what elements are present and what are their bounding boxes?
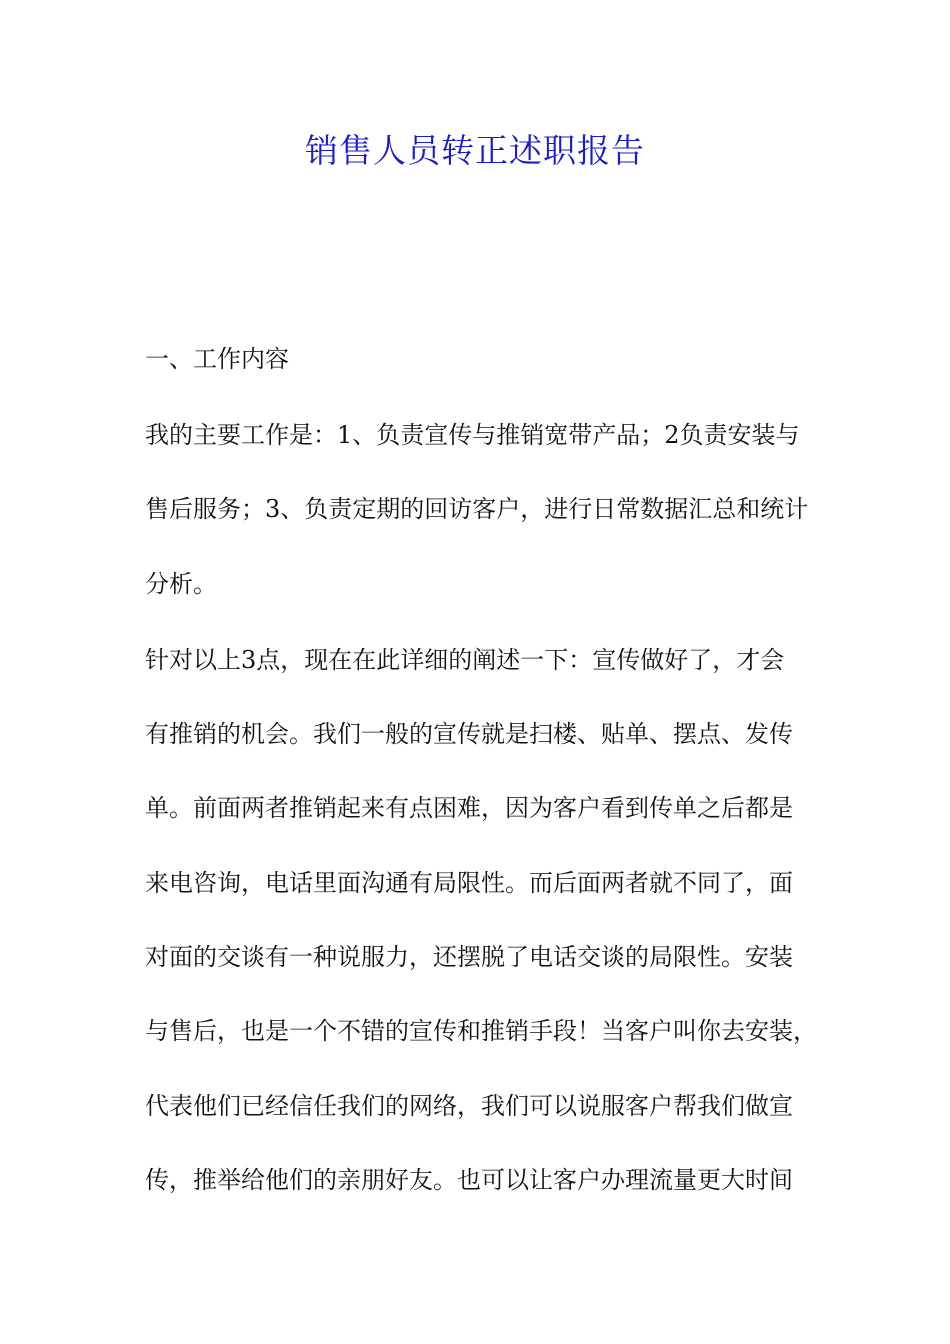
paragraph-line: 单。前面两者推销起来有点困难，因为客户看到传单之后都是 <box>145 794 793 822</box>
paragraph-line: 代表他们已经信任我们的网络，我们可以说服客户帮我们做宣 <box>145 1092 793 1120</box>
paragraph-line: 有推销的机会。我们一般的宣传就是扫楼、贴单、摆点、发传 <box>145 720 793 748</box>
paragraph-line: 来电咨询，电话里面沟通有局限性。而后面两者就不同了，面 <box>145 869 793 897</box>
paragraph-line: 售后服务；3、负责定期的回访客户，进行日常数据汇总和统计 <box>145 495 809 523</box>
paragraph-line: 与售后，也是一个不错的宣传和推销手段！当客户叫你去安装， <box>145 1017 817 1045</box>
paragraph-line: 针对以上3点，现在在此详细的阐述一下：宣传做好了，才会 <box>145 646 785 674</box>
paragraph-line: 对面的交谈有一种说服力，还摆脱了电话交谈的局限性。安装 <box>145 943 793 971</box>
paragraph-line: 传，推举给他们的亲朋好友。也可以让客户办理流量更大时间 <box>145 1166 793 1194</box>
paragraph-line: 我的主要工作是：1、负责宣传与推销宽带产品；2负责安装与 <box>145 421 800 449</box>
section-heading: 一、工作内容 <box>145 345 289 373</box>
document-title: 销售人员转正述职报告 <box>305 131 645 170</box>
paragraph-line: 分析。 <box>145 570 217 598</box>
